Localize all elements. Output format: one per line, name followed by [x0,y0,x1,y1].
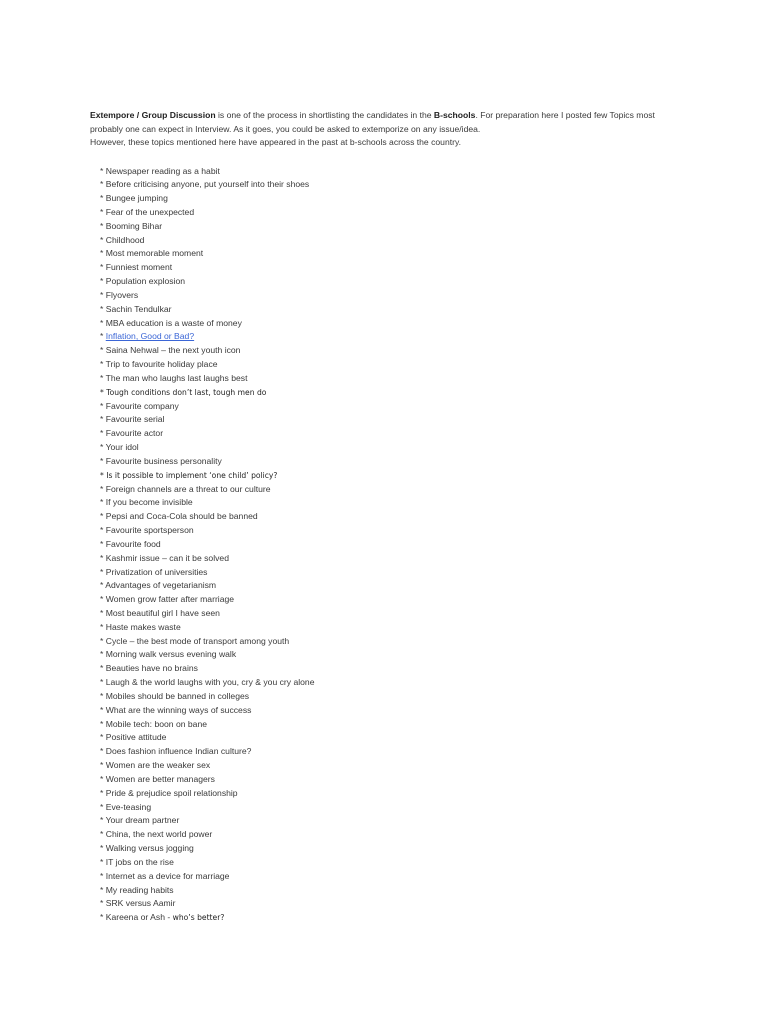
topic-text: Favourite sportsperson [105,525,194,536]
list-item [100,303,315,317]
list-item [100,745,315,759]
list-item [100,593,315,607]
list-item [100,607,315,621]
bullet-marker: * [100,317,106,328]
bullet-marker: * [100,428,106,439]
list-item [100,524,315,538]
topic-text: Newspaper reading as a habit [105,165,220,176]
topic-text: Is it possible to implement ‘one child’ policy? [106,470,278,480]
bullet-marker: * [100,165,106,176]
intro-bschools: B-schools [433,110,476,120]
topic-text: Positive attitude [105,732,167,743]
bullet-marker: * [100,870,106,881]
topic-text: Advantages of vegetarianism [105,580,217,591]
list-item [100,911,315,925]
topic-text: Mobiles should be banned in colleges [105,690,250,701]
bullet-marker: * [100,179,106,190]
topic-text: What are the winning ways of success [105,704,252,715]
list-item [100,289,315,303]
topic-text: Does fashion influence Indian culture? [105,746,252,757]
bullet-marker: * [100,193,106,204]
topic-text: Most beautiful girl I have seen [105,608,220,618]
list-item [100,676,315,690]
topic-text: Fear of the unexpected [105,206,195,217]
list-item [100,178,315,192]
topic-text: China, the next world power [105,829,213,840]
list-item [100,773,315,787]
bullet-marker: * [100,372,106,383]
topic-text: Funniest moment [105,262,173,273]
list-item [100,842,315,856]
bullet-marker: * [100,746,106,757]
list-item [100,400,315,414]
list-item [100,897,315,911]
topic-text: Tough conditions don’t last, tough men do [106,387,267,397]
bullet-marker: * [100,483,106,494]
intro-line2: However, these topics mentioned here have appeared in the past at b-schools across the country. [90,137,462,148]
bullet-marker: * [100,815,106,826]
bullet-marker: * [100,345,106,356]
list-item [100,192,315,206]
bullet-marker: * [100,829,106,840]
list-item [100,787,315,801]
bullet-marker: * [100,635,106,646]
topic-text: Laugh & the world laughs with you, cry & you cry alone [105,677,315,688]
bullet-marker: * [100,262,106,273]
list-item [100,386,315,400]
bullet-marker: * [100,843,106,854]
topic-text: Before criticising anyone, put yourself into their shoes [105,179,310,190]
list-item [100,358,315,372]
bullet-marker: * [100,289,106,300]
list-item [100,662,315,676]
bullet-marker: * [100,677,106,688]
bullet-marker: * [100,455,106,466]
topic-text: Favourite serial [105,414,165,425]
bullet-marker: * [100,621,106,632]
topic-text: Internet as a device for marriage [105,870,230,881]
topic-text: Saina Nehwal – the next youth icon [105,345,241,356]
topic-text: Mobile tech: boon on bane [105,718,208,729]
list-item [100,635,315,649]
bullet-marker: * [100,594,106,605]
topic-text: Morning walk versus evening walk [105,649,237,660]
list-item [100,261,315,275]
bullet-marker: * [100,400,106,411]
topic-text-tail: who’s better? [172,913,225,923]
list-item [100,621,315,635]
topic-text: Favourite actor [105,428,164,439]
list-item [100,496,315,510]
bullet-marker: * [100,912,106,923]
list-item [100,538,315,552]
bullet-marker: * [100,552,106,563]
list-item [100,483,315,497]
bullet-marker: * [100,690,106,701]
list-item [100,718,315,732]
intro-mid: is one of the process in shortlisting the candidates in the [215,110,434,120]
topic-text: IT jobs on the rise [105,856,174,867]
list-item [100,165,315,179]
list-item [100,814,315,828]
bullet-marker: * [100,801,106,812]
bullet-marker: * [100,566,106,577]
bullet-marker: * [100,898,106,909]
list-item [100,372,315,386]
topic-text: Booming Bihar [105,220,163,231]
intro-paragraph [90,109,690,150]
bullet-marker: * [100,773,106,784]
bullet-marker: * [100,608,106,618]
bullet-marker: * [100,538,106,549]
bullet-marker: * [100,884,106,895]
topic-text: Your idol [105,442,139,453]
list-item [100,234,315,248]
topic-text: Favourite food [105,538,161,549]
topic-text: Favourite company [105,400,179,411]
bullet-marker: * [100,704,106,715]
bullet-marker: * [100,303,106,314]
topic-text: Population explosion [105,276,186,287]
topic-text: If you become invisible [105,497,193,508]
intro-term: Extempore / Group Discussion [90,110,216,120]
bullet-marker: * [100,787,106,798]
list-item [100,220,315,234]
list-item [100,413,315,427]
bullet-marker: * [100,580,106,591]
list-item [100,330,315,344]
topic-text: Foreign channels are a threat to our culture [105,483,271,494]
bullet-marker: * [100,856,106,867]
topic-text: Eve-teasing [105,801,152,812]
bullet-marker: * [100,234,106,245]
topic-text: Most memorable moment [105,248,204,259]
list-item [100,427,315,441]
topic-text: Childhood [105,234,145,245]
bullet-marker: * [100,387,107,397]
bullet-marker: * [100,511,106,522]
list-item [100,247,315,261]
list-item [100,884,315,898]
topic-text: Favourite business personality [105,455,222,466]
list-item [100,648,315,662]
topic-text: Flyovers [105,289,139,300]
topic-text: Women are the weaker sex [105,760,211,771]
bullet-marker: * [100,442,106,453]
topic-text: Trip to favourite holiday place [105,359,218,370]
list-item [100,870,315,884]
topic-text: MBA education is a waste of money [105,317,242,328]
topic-text: Haste makes waste [105,621,181,632]
list-item [100,441,315,455]
intro-line1-rest: . For preparation here I posted few Topics most probably one can expect in Interview. As it goes, you could be asked to extemporize on any issue/idea. [90,110,655,134]
bullet-marker: * [100,248,106,259]
list-item [100,759,315,773]
bullet-marker: * [100,331,106,342]
topic-text: Women grow fatter after marriage [105,594,235,605]
topic-text: Beauties have no brains [105,663,198,674]
bullet-marker: * [100,220,106,231]
list-item [100,510,315,524]
topic-text: Sachin Tendulkar [105,303,172,314]
list-item [100,552,315,566]
topic-link[interactable]: Inflation, Good or Bad? [105,331,195,342]
topic-text: Pride & prejudice spoil relationship [105,787,238,798]
bullet-marker: * [100,470,107,480]
topic-text: Kareena or Ash - [105,912,173,923]
topic-list [100,165,315,926]
bullet-marker: * [100,414,106,425]
bullet-marker: * [100,359,106,370]
bullet-marker: * [100,760,106,771]
list-item [100,344,315,358]
topic-text: Bungee jumping [105,193,168,204]
topic-text: Your dream partner [105,815,180,826]
list-item [100,690,315,704]
topic-text: SRK versus Aamir [105,898,176,909]
topic-text: Cycle – the best mode of transport among youth [105,635,290,646]
bullet-marker: * [100,525,106,536]
topic-text: Pepsi and Coca-Cola should be banned [105,511,258,522]
list-item [100,704,315,718]
bullet-marker: * [100,276,106,287]
bullet-marker: * [100,732,106,743]
list-item [100,801,315,815]
list-item [100,828,315,842]
topic-text: Women are better managers [105,773,215,784]
list-item [100,731,315,745]
list-item [100,579,315,593]
bullet-marker: * [100,718,106,729]
bullet-marker: * [100,649,106,660]
topic-text: Privatization of universities [105,566,208,577]
list-item [100,206,315,220]
list-item [100,275,315,289]
list-item [100,317,315,331]
topic-text: The man who laughs last laughs best [105,372,248,383]
topic-text: My reading habits [105,884,174,895]
bullet-marker: * [100,206,106,217]
list-item [100,455,315,469]
bullet-marker: * [100,497,106,508]
bullet-marker: * [100,663,106,674]
list-item [100,469,315,483]
list-item [100,856,315,870]
topic-text: Walking versus jogging [105,843,194,854]
list-item [100,566,315,580]
topic-text: Kashmir issue – can it be solved [105,552,229,563]
